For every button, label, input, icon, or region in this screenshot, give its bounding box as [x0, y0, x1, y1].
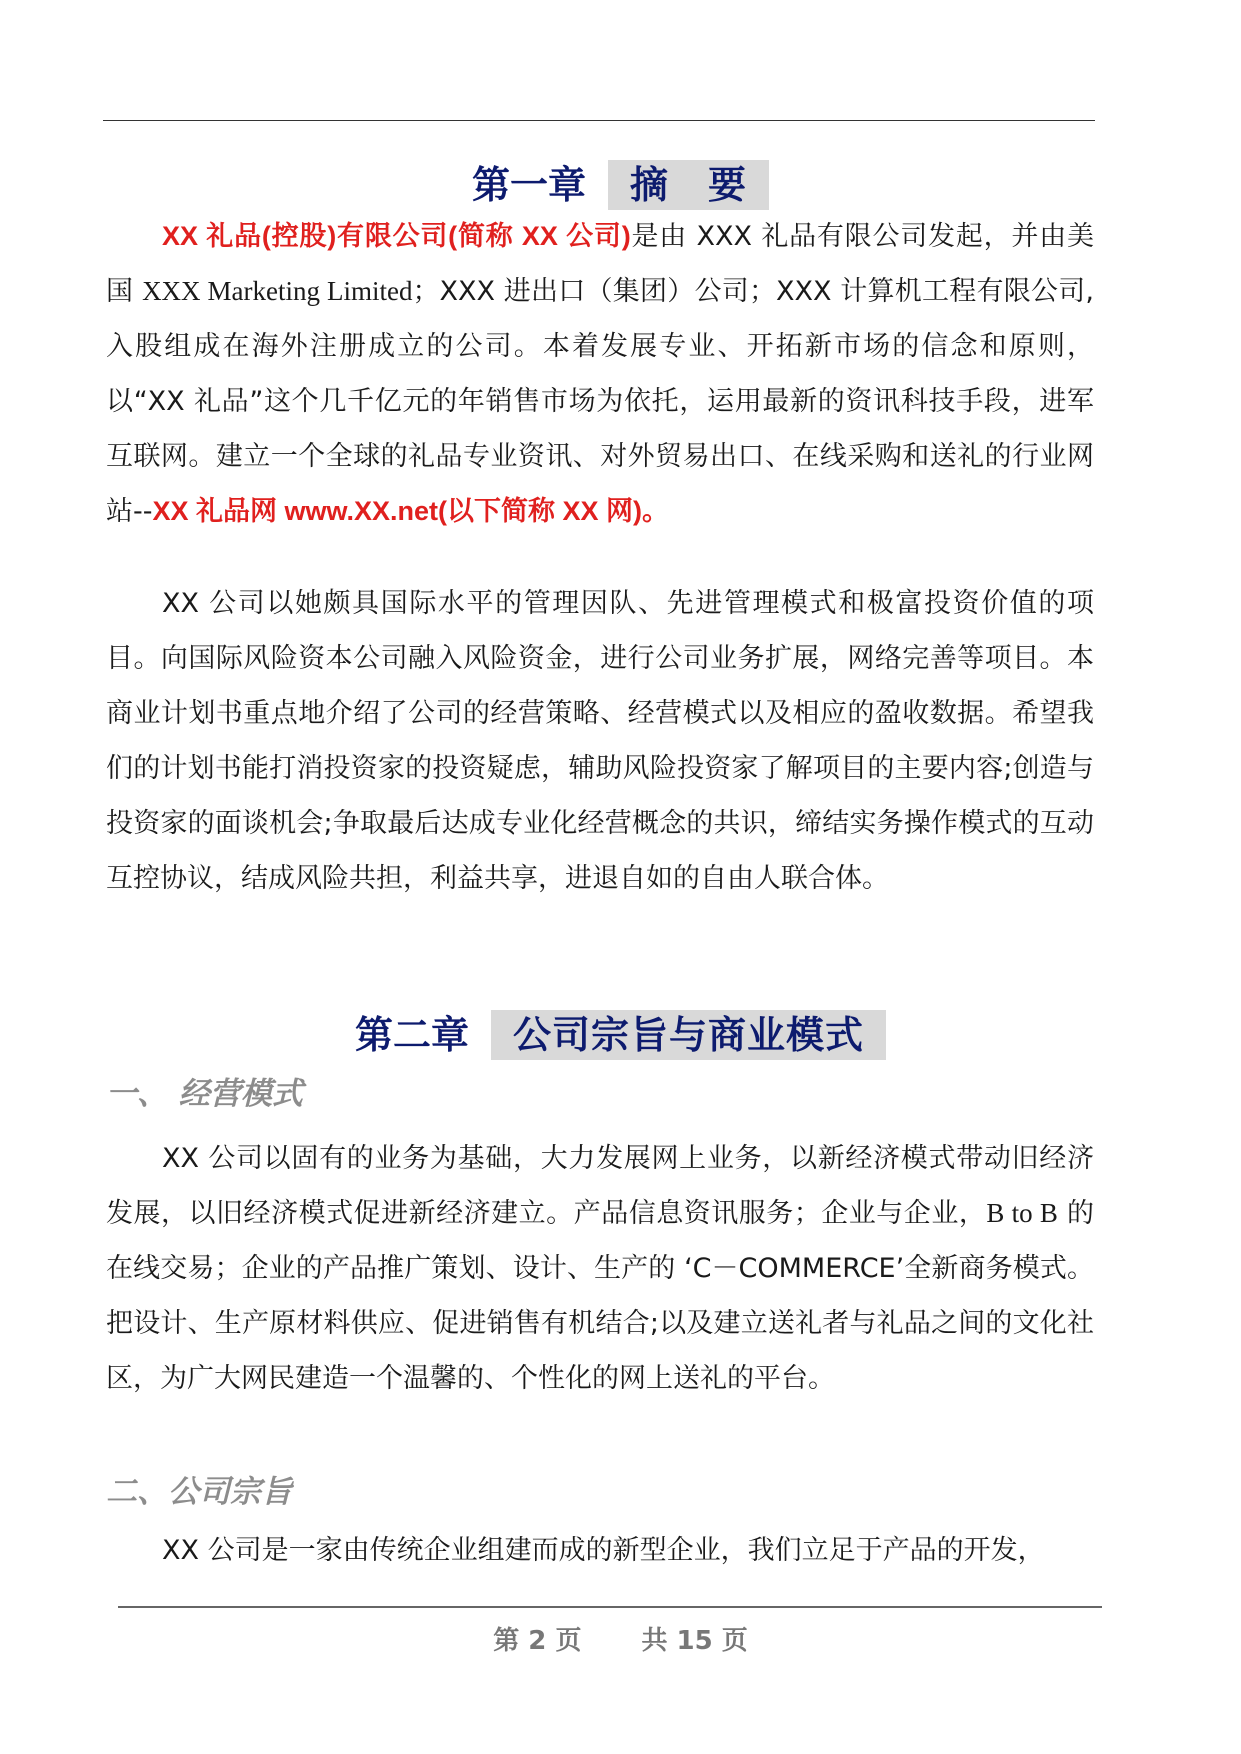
summary-paragraph-2 [106, 576, 1094, 906]
summary-text-a: 是由 XXX 礼品有限公司发起，并由美国 [106, 221, 1094, 307]
website-highlight: XX 礼品网 www.XX.net(以下简称 XX 网)。 [152, 496, 670, 526]
page-number: 第 2 页 [493, 1626, 582, 1656]
company-name-highlight: XX 礼品(控股)有限公司(简称 XX 公司) [162, 221, 631, 251]
section-1-paragraph [106, 1131, 1094, 1406]
summary-paragraph-1 [106, 209, 1094, 539]
summary-partner-name: XXX Marketing Limited； [142, 276, 440, 306]
page-total: 共 15 页 [641, 1626, 748, 1656]
section-1-b2b: B to B [986, 1198, 1058, 1228]
section-2-paragraph [106, 1523, 1094, 1578]
summary-text-b: XXX 进出口（集团）公司；XXX 计算机工程有限公司,入股组成在海外注册成立的公司。本着发展专业、开拓新市场的信念和原则，以“XX 礼品”这个几千亿元的年销售市场为依托，运用最新的资讯科技手段，进军互联网。建立一个全球的礼品专业资讯、对外贸易出口、在线采购和送礼的行业网站-- [106, 276, 1094, 527]
chapter-1-heading [0, 160, 1241, 210]
section-1-heading: 一、 经营模式 [106, 1076, 303, 1112]
header-rule [103, 120, 1095, 121]
section-1-text-b: 的在线交易；企业的产品推广策划、设计、生产的 ‘C－COMMERCE’全新商务模式。把设计、生产原材料供应、促进销售有机结合;以及建立送礼者与礼品之间的文化社区，为广大网民建造一个温馨的、个性化的网上送礼的平台。 [106, 1198, 1094, 1394]
chapter-1-number: 第一章 [471, 162, 586, 207]
page-footer [0, 1620, 1241, 1657]
section-2-text: XX 公司是一家由传统企业组建而成的新型企业，我们立足于产品的开发， [162, 1535, 1045, 1566]
chapter-2-heading [0, 1010, 1241, 1060]
chapter-1-title: 摘 要 [608, 160, 769, 210]
footer-rule [118, 1606, 1102, 1608]
section-2-heading: 二、公司宗旨 [106, 1474, 292, 1510]
section-1-text-a: XX 公司以固有的业务为基础，大力发展网上业务，以新经济模式带动旧经济发展，以旧经济模式促进新经济建立。产品信息资讯服务；企业与企业， [106, 1143, 1094, 1229]
chapter-2-number: 第二章 [354, 1012, 469, 1057]
chapter-2-title: 公司宗旨与商业模式 [491, 1010, 886, 1060]
summary-text-2: XX 公司以她颇具国际水平的管理因队、先进管理模式和极富投资价值的项目。向国际风险资本公司融入风险资金，进行公司业务扩展，网络完善等项目。本商业计划书重点地介绍了公司的经营策略、经营模式以及相应的盈收数据。希望我们的计划书能打消投资家的投资疑虑，辅助风险投资家了解项目的主要内容;创造与投资家的面谈机会;争取最后达成专业化经营概念的共识，缔结实务操作模式的互动互控协议，结成风险共担，利益共享，进退自如的自由人联合体。 [106, 588, 1094, 894]
